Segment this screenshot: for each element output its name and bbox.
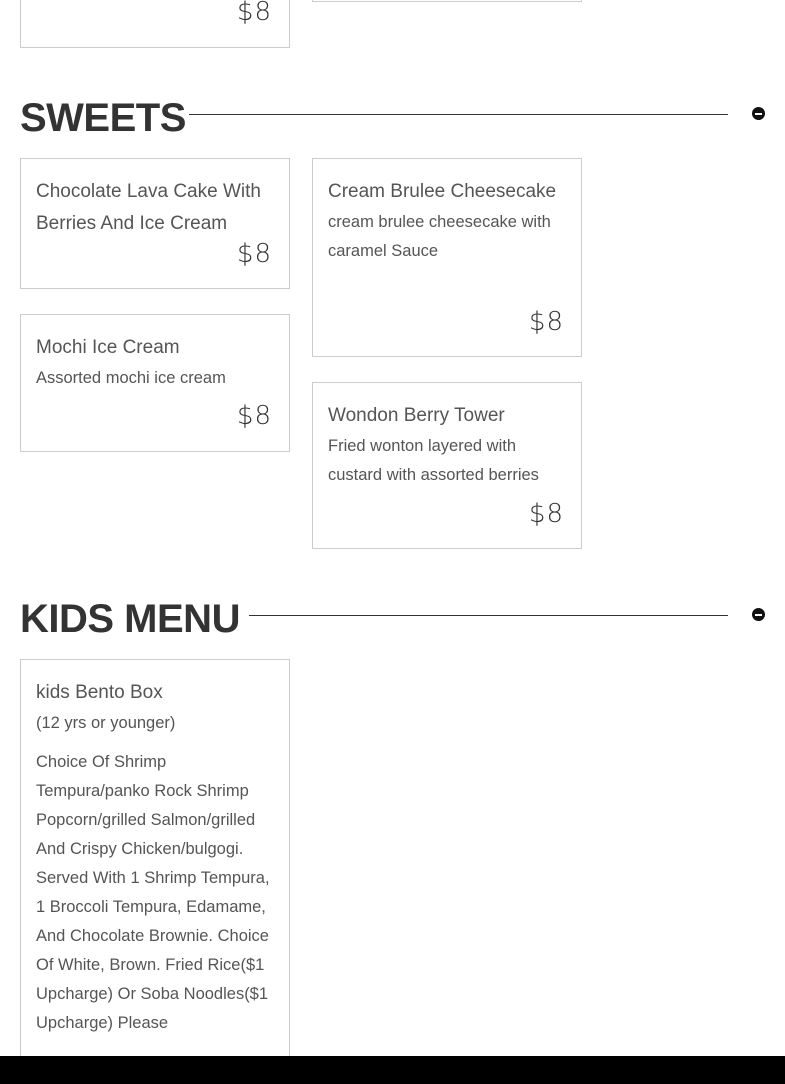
menu-item-card[interactable] — [20, 659, 290, 1084]
item-price: $8 — [236, 239, 272, 269]
section-title: SWEETS — [20, 96, 186, 140]
section-header-sweets — [20, 93, 765, 143]
menu-item-card[interactable] — [312, 158, 582, 357]
section-divider — [249, 615, 728, 616]
item-subtitle: (12 yrs or younger) — [36, 714, 176, 732]
item-price: $8 — [236, 401, 272, 431]
item-description: Choice Of Shrimp Tempura/panko Rock Shrimp Popcorn/grilled Salmon/grilled And Crispy Chicken/bulgogi. Served With 1 Shrimp Tempura, 1 Broccoli Tempura, Edamame, And Chocolate Brownie. Choice Of White, Brown. Fried Rice($1 Upcharge) Or Soba Noodles($1 Upcharge) Please — [36, 753, 270, 1032]
menu-item-card[interactable] — [20, 314, 290, 452]
section-title: KIDS MENU — [20, 597, 240, 641]
item-name: Wondon Berry Tower — [328, 405, 505, 426]
item-price: $8 — [528, 499, 564, 529]
minus-circle-icon[interactable] — [752, 107, 765, 120]
item-name: Cream Brulee Cheesecake — [328, 181, 557, 202]
item-description: Assorted mochi ice cream — [36, 369, 226, 387]
item-name: Mochi Ice Cream — [36, 337, 180, 358]
bottom-bar — [0, 1056, 785, 1084]
item-price: $8 — [236, 0, 272, 27]
menu-item-card[interactable] — [20, 158, 290, 289]
section-divider — [189, 114, 728, 115]
minus-circle-icon[interactable] — [752, 608, 765, 621]
item-name: kids Bento Box — [36, 682, 163, 703]
menu-item-card[interactable] — [312, 0, 582, 2]
item-description: cream brulee cheesecake with caramel Sauce — [328, 213, 551, 260]
item-price: $8 — [528, 307, 564, 337]
menu-item-card[interactable] — [312, 382, 582, 549]
item-description: Fried wonton layered with custard with assorted berries — [328, 437, 539, 484]
section-header-kids-menu — [20, 594, 765, 644]
menu-item-card[interactable] — [20, 0, 290, 48]
item-name: Chocolate Lava Cake With Berries And Ice Cream — [36, 181, 261, 234]
